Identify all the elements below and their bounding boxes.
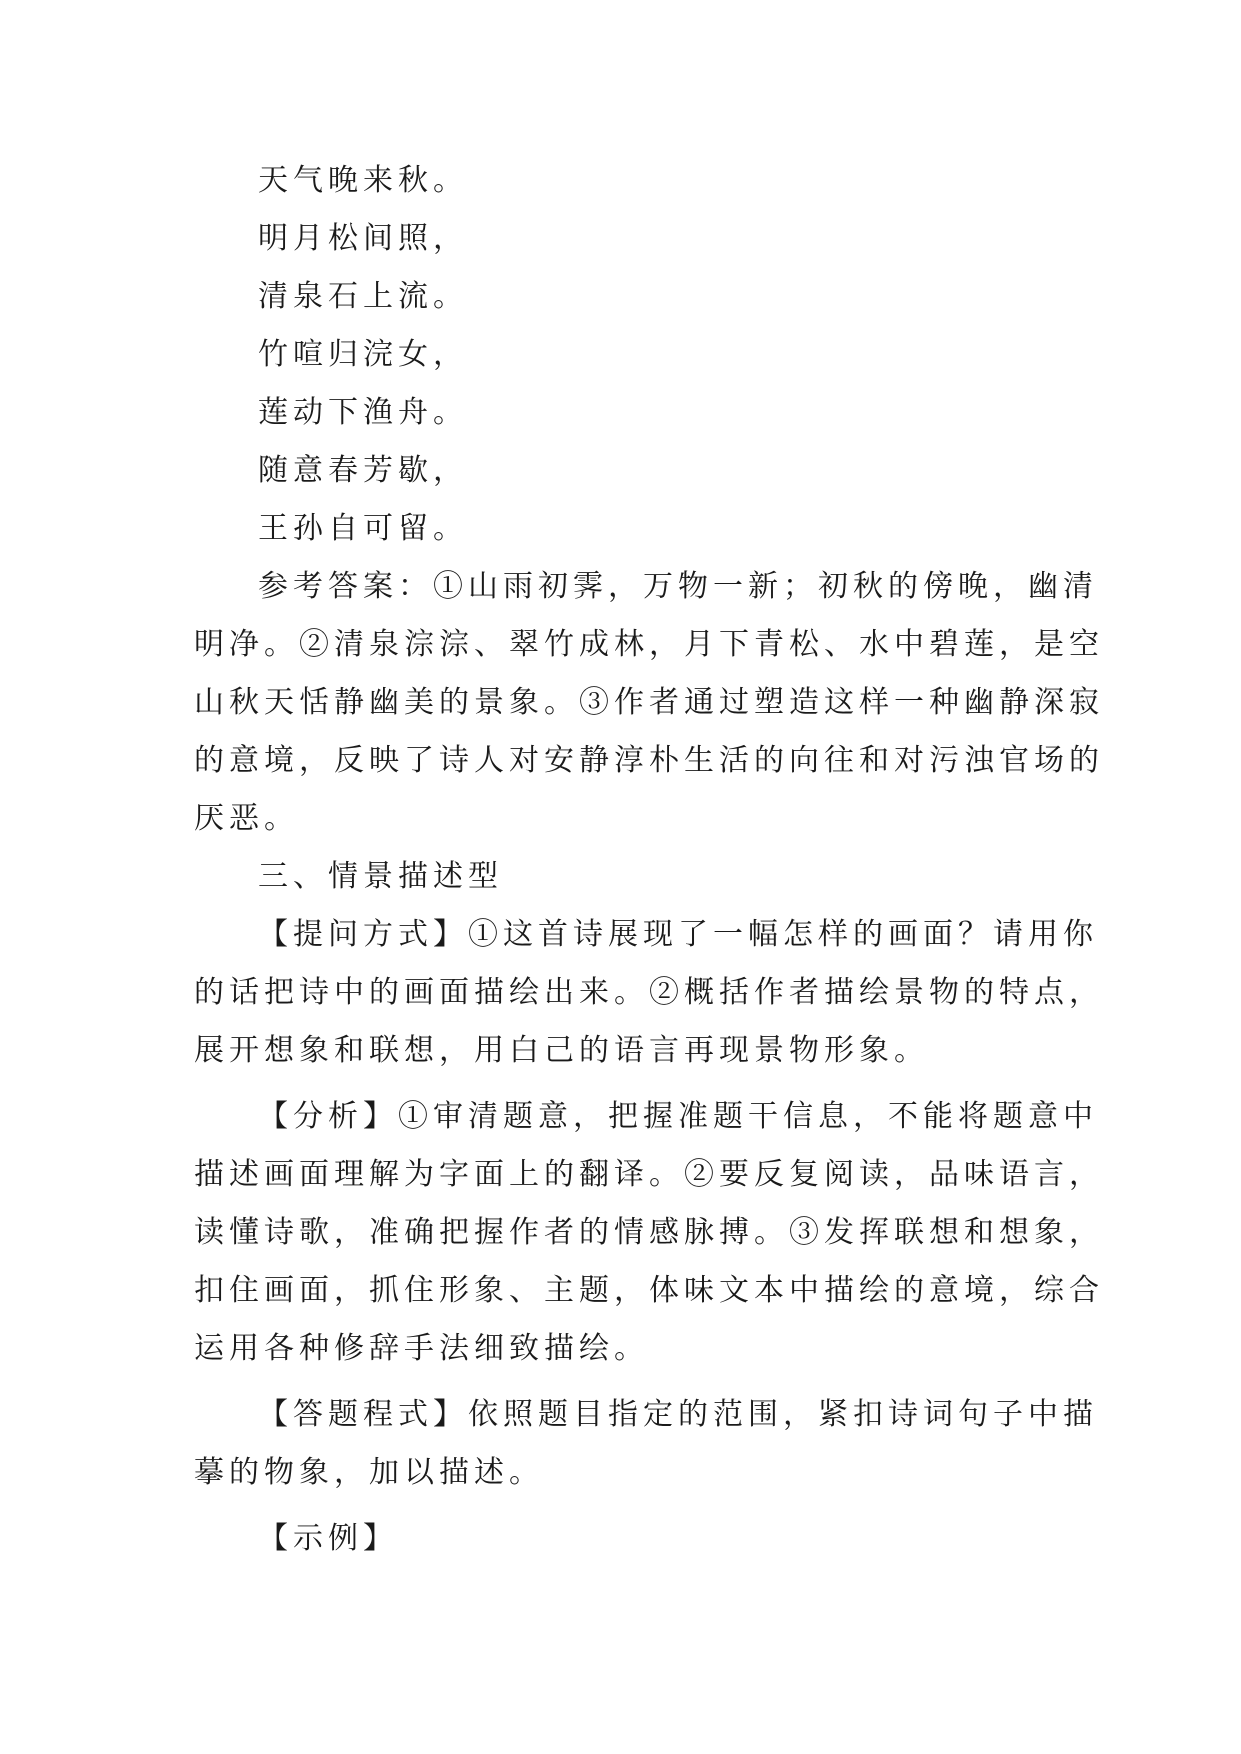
document-body xyxy=(194,152,1104,1568)
example-label: 【示例】 xyxy=(258,1521,398,1556)
paragraph-line: 山秋天恬静幽美的景象。③作者通过塑造这样一种幽静深寂 xyxy=(194,685,1104,720)
paragraph-line: 【提问方式】①这首诗展现了一幅怎样的画面？请用你 xyxy=(258,917,1098,952)
poem-line: 明月松间照， xyxy=(258,221,468,256)
paragraph-line: 读懂诗歌，准确把握作者的情感脉搏。③发挥联想和想象， xyxy=(194,1215,1104,1250)
paragraph-line: 展开想象和联想，用白己的语言再现景物形象。 xyxy=(194,1033,929,1068)
poem-line: 竹喧归浣女， xyxy=(258,337,468,372)
paragraph-line: 描述画面理解为字面上的翻译。②要反复阅读，品味语言， xyxy=(194,1157,1104,1192)
poem-line: 莲动下渔舟。 xyxy=(258,395,468,430)
paragraph-line: 的话把诗中的画面描绘出来。②概括作者描绘景物的特点， xyxy=(194,975,1104,1010)
poem-line: 随意春芳歇， xyxy=(258,453,468,488)
poem-block xyxy=(194,152,1054,558)
paragraph-line: 厌恶。 xyxy=(194,801,299,836)
question-method-paragraph xyxy=(194,906,1104,1080)
paragraph-line: 摹的物象，加以描述。 xyxy=(194,1455,544,1490)
poem-line: 王孙自可留。 xyxy=(258,511,468,546)
reference-answer-paragraph xyxy=(194,558,1104,848)
paragraph-line: 明净。②清泉淙淙、翠竹成林，月下青松、水中碧莲，是空 xyxy=(194,627,1104,662)
poem-line: 清泉石上流。 xyxy=(258,279,468,314)
paragraph-line: 运用各种修辞手法细致描绘。 xyxy=(194,1331,649,1366)
paragraph-line: 的意境，反映了诗人对安静淳朴生活的向往和对污浊官场的 xyxy=(194,743,1104,778)
analysis-paragraph xyxy=(194,1088,1104,1378)
paragraph-line: 扣住画面，抓住形象、主题，体味文本中描绘的意境，综合 xyxy=(194,1273,1104,1308)
poem-line: 天气晚来秋。 xyxy=(258,163,468,198)
answer-procedure-paragraph xyxy=(194,1386,1098,1502)
paragraph-line: 参考答案：①山雨初霁，万物一新；初秋的傍晚，幽清 xyxy=(258,569,1098,604)
section-heading: 三、情景描述型 xyxy=(258,859,503,894)
paragraph-line: 【答题程式】依照题目指定的范围，紧扣诗词句子中描 xyxy=(258,1397,1098,1432)
paragraph-line: 【分析】①审清题意，把握准题干信息，不能将题意中 xyxy=(258,1099,1098,1134)
